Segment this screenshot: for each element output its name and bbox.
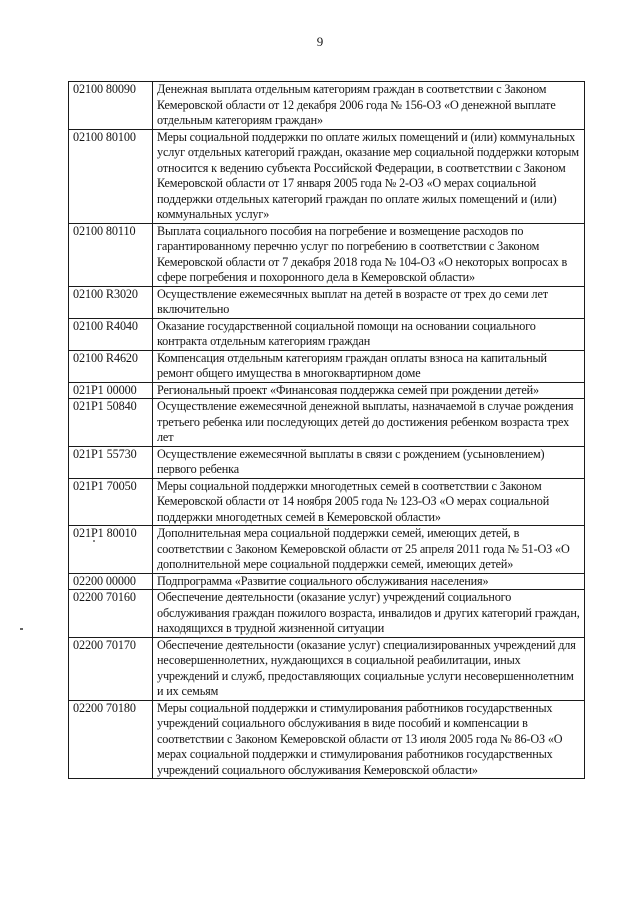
budget-code-cell: 02100 80090 [69,82,153,130]
budget-code-cell: 02100 R3020 [69,286,153,318]
table-row [69,350,585,382]
table-row [69,590,585,638]
description-cell: Оказание государственной социальной помощи на основании социального контракта отдельным категориям граждан [153,318,585,350]
table-row [69,573,585,590]
budget-code-cell: 02200 70180 [69,700,153,779]
description-cell: Меры социальной поддержки по оплате жилых помещений и (или) коммунальных услуг отдельных категорий граждан, оказание мер социальной поддержки которым относится к ведению субъекта Российской Федерации, в соответствии с Законом Кемеровской области от 17 января 2005 года № 2-ОЗ «О мерах социальной поддержки отдельных категорий граждан по оплате жилых помещений и (или) коммунальных услуг» [153,129,585,223]
description-cell: Региональный проект «Финансовая поддержка семей при рождении детей» [153,382,585,399]
description-cell: Обеспечение деятельности (оказание услуг) учреждений социального обслуживания граждан пожилого возраста, инвалидов и других категорий граждан, находящихся в трудной жизненной ситуации [153,590,585,638]
budget-code-cell: 021P1 55730 [69,446,153,478]
table-body [69,82,585,779]
description-cell: Меры социальной поддержки и стимулирования работников государственных учреждений социального обслуживания в виде пособий и компенсации в соответствии с Законом Кемеровской области от 13 июля 2005 года № 86-ОЗ «О мерах социальной поддержки и стимулирования работников государственных учреждений социального обслуживания Кемеровской области» [153,700,585,779]
table-row [69,286,585,318]
budget-code-cell: 02100 80100 [69,129,153,223]
budget-code-cell: 021P1 50840 [69,399,153,447]
table-row [69,526,585,574]
table-row [69,129,585,223]
budget-classification-table [68,81,585,779]
description-cell: Меры социальной поддержки многодетных семей в соответствии с Законом Кемеровской области от 14 ноября 2005 года № 123-ОЗ «О мерах социальной поддержки многодетных семей в Кемеровской области» [153,478,585,526]
description-cell: Обеспечение деятельности (оказание услуг) специализированных учреждений для несовершеннолетних, нуждающихся в социальной реабилитации, иных учреждений и служб, предоставляющих социальные услуги несовершеннолетним и их семьям [153,637,585,700]
description-cell: Подпрограмма «Развитие социального обслуживания населения» [153,573,585,590]
table-row [69,82,585,130]
budget-code-cell: 021P1 00000 [69,382,153,399]
budget-code-cell: 02200 70170 [69,637,153,700]
table-row [69,700,585,779]
table-row [69,446,585,478]
scan-speck [93,540,95,542]
scan-margin-mark [20,628,23,630]
table-row [69,223,585,286]
table-row [69,382,585,399]
budget-code-cell: 02200 00000 [69,573,153,590]
description-cell: Компенсация отдельным категориям граждан оплаты взноса на капитальный ремонт общего имущества в многоквартирном доме [153,350,585,382]
budget-code-cell: 02100 80110 [69,223,153,286]
table-row [69,318,585,350]
budget-code-cell: 021P1 80010 [69,526,153,574]
description-cell: Дополнительная мера социальной поддержки семей, имеющих детей, в соответствии с Законом Кемеровской области от 25 апреля 2011 года № 51-ОЗ «О дополнительной мере социальной поддержки семей, имеющих детей» [153,526,585,574]
description-cell: Денежная выплата отдельным категориям граждан в соответствии с Законом Кемеровской области от 12 декабря 2006 года № 156-ОЗ «О денежной выплате отдельным категориям граждан» [153,82,585,130]
budget-code-cell: 02200 70160 [69,590,153,638]
description-cell: Выплата социального пособия на погребение и возмещение расходов по гарантированному перечню услуг по погребению в соответствии с Законом Кемеровской области от 7 декабря 2018 года № 104-ОЗ «О некоторых вопросах в сфере погребения и похоронного дела в Кемеровской области» [153,223,585,286]
page-number: 9 [316,34,324,49]
table-row [69,399,585,447]
budget-code-cell: 02100 R4040 [69,318,153,350]
table-row [69,478,585,526]
description-cell: Осуществление ежемесячных выплат на детей в возрасте от трех до семи лет включительно [153,286,585,318]
budget-code-cell: 02100 R4620 [69,350,153,382]
description-cell: Осуществление ежемесячной выплаты в связи с рождением (усыновлением) первого ребенка [153,446,585,478]
table-row [69,637,585,700]
budget-code-cell: 021P1 70050 [69,478,153,526]
description-cell: Осуществление ежемесячной денежной выплаты, назначаемой в случае рождения третьего ребенка или последующих детей до достижения ребенком возраста трех лет [153,399,585,447]
